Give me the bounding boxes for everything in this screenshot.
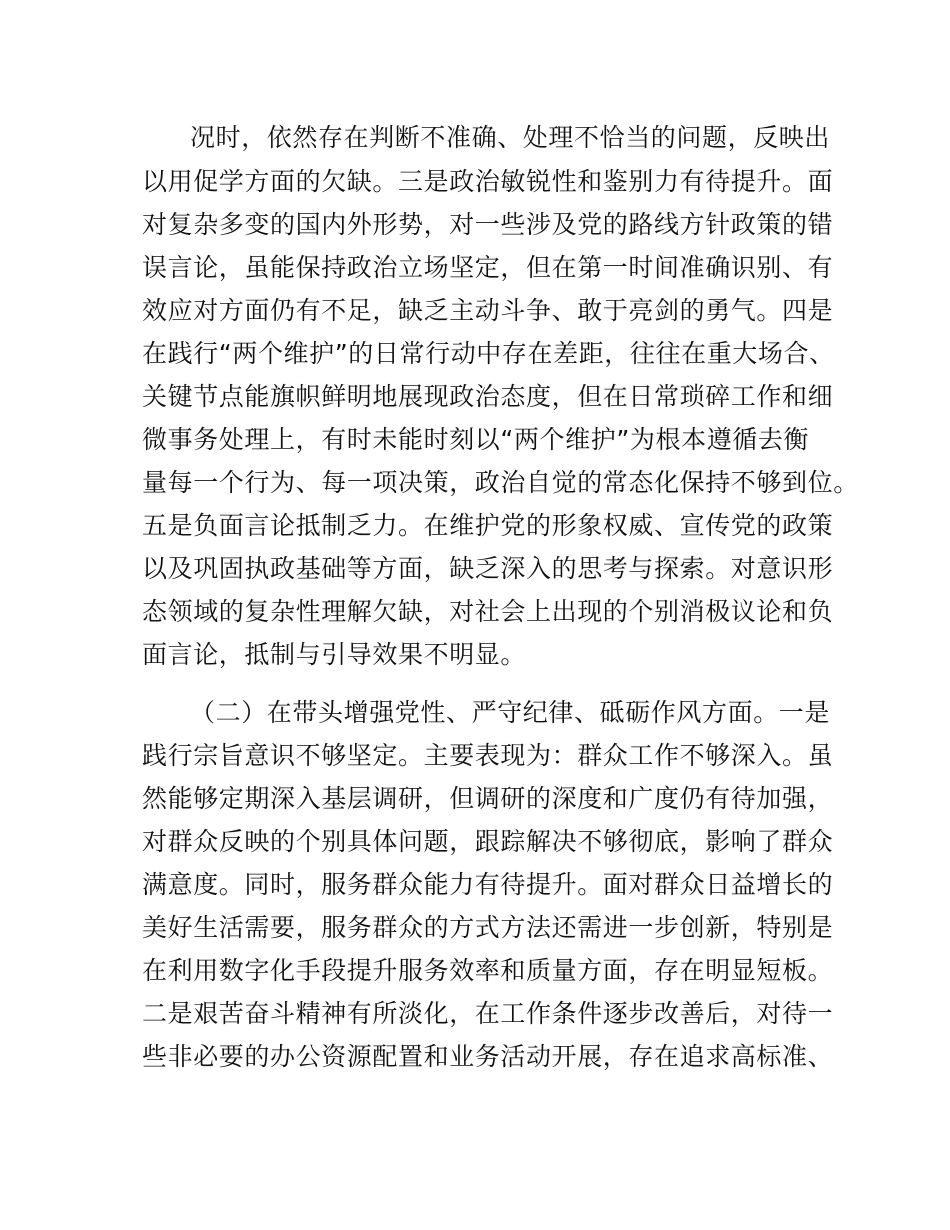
- text-line: 以及巩固执政基础等方面，缺乏深入的思考与探索。对意识形: [142, 554, 834, 583]
- text-line: 五是负面言论抵制乏力。在维护党的形象权威、宣传党的政策: [142, 511, 834, 540]
- text-line: 况时，依然存在判断不准确、处理不恰当的问题，反映出: [190, 123, 831, 152]
- text-line: 些非必要的办公资源配置和业务活动开展，存在追求高标准、: [142, 1042, 834, 1071]
- text-line: 效应对方面仍有不足，缺乏主动斗争、敢于亮剑的勇气。四是: [142, 296, 834, 325]
- text-line: 面言论，抵制与引导效果不明显。: [142, 640, 527, 669]
- text-line: 在利用数字化手段提升服务效率和质量方面，存在明显短板。: [142, 956, 834, 985]
- section-heading-line: （二）在带头增强党性、严守纪律、砥砺作风方面。一是: [190, 698, 831, 727]
- text-line: 美好生活需要，服务群众的方式方法还需进一步创新，特别是: [142, 913, 834, 942]
- text-line: 二是艰苦奋斗精神有所淡化，在工作条件逐步改善后，对待一: [142, 999, 834, 1028]
- text-line: 对复杂多变的国内外形势，对一些涉及党的路线方针政策的错: [142, 210, 834, 239]
- text-line: 以用促学方面的欠缺。三是政治敏锐性和鉴别力有待提升。面: [142, 167, 834, 196]
- text-line: 量每一个行为、每一项决策，政治自觉的常态化保持不够到位。: [142, 468, 859, 497]
- text-line: 态领域的复杂性理解欠缺，对社会上出现的个别消极议论和负: [142, 597, 834, 626]
- text-line: 微事务处理上，有时未能时刻以“两个维护”为根本遵循去衡: [142, 425, 810, 454]
- text-line: 关键节点能旗帜鲜明地展现政治态度，但在日常琐碎工作和细: [142, 382, 834, 411]
- text-line: 在践行“两个维护”的日常行动中存在差距，往往在重大场合、: [142, 339, 835, 368]
- text-line: 对群众反映的个别具体问题，跟踪解决不够彻底，影响了群众: [142, 827, 834, 856]
- text-line: 然能够定期深入基层调研，但调研的深度和广度仍有待加强，: [142, 784, 834, 813]
- text-line: 践行宗旨意识不够坚定。主要表现为：群众工作不够深入。虽: [142, 741, 834, 770]
- text-line: 误言论，虽能保持政治立场坚定，但在第一时间准确识别、有: [142, 253, 834, 282]
- text-line: 满意度。同时，服务群众能力有待提升。面对群众日益增长的: [142, 870, 834, 899]
